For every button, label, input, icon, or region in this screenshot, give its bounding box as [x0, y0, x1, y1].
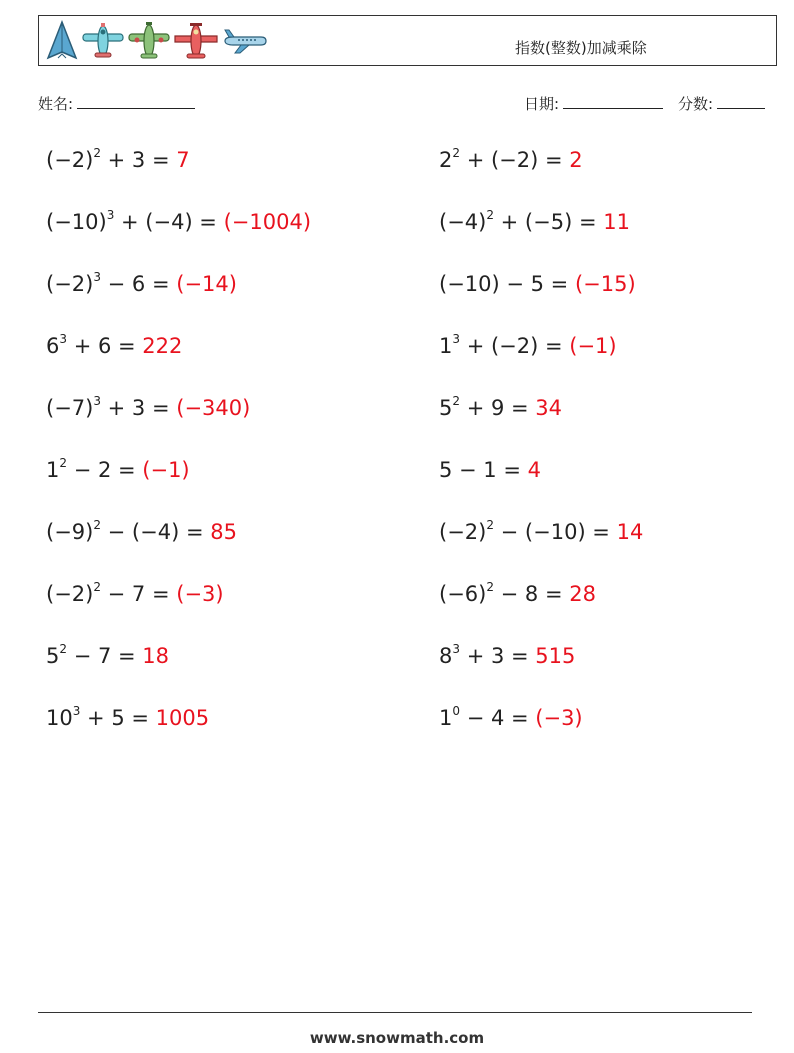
problem-base: (−2)	[46, 272, 94, 296]
problem-18	[439, 642, 576, 668]
problem-base: (−10)	[46, 210, 107, 234]
problem-base: 1	[439, 334, 453, 358]
date-blank[interactable]	[563, 94, 663, 109]
date-field[interactable]	[524, 93, 663, 114]
green-plane-icon	[127, 20, 171, 62]
problem-10	[439, 394, 563, 420]
problem-14	[439, 518, 644, 544]
problem-17	[46, 642, 170, 668]
problem-13	[46, 518, 237, 544]
problem-base: 10	[46, 706, 73, 730]
footer-site: www.snowmath.com	[309, 1029, 485, 1047]
problem-1	[46, 146, 190, 172]
problem-answer: 7	[176, 148, 190, 172]
name-label: 姓名:	[38, 95, 74, 113]
problem-operation: − 7 =	[100, 582, 177, 606]
red-plane-icon	[173, 20, 219, 62]
problem-base: 5 − 1 =	[439, 458, 528, 482]
problem-base: 1	[46, 458, 60, 482]
problem-exponent: 2	[452, 146, 461, 160]
problem-base: 1	[439, 706, 453, 730]
problem-exponent: 2	[452, 394, 461, 408]
problem-base: (−10) − 5 =	[439, 272, 575, 296]
plane-icons-row	[45, 20, 267, 62]
problem-exponent: 3	[93, 270, 101, 284]
problem-2	[439, 146, 583, 172]
name-blank[interactable]	[77, 94, 195, 109]
problem-answer: (−340)	[176, 396, 251, 420]
problem-base: (−2)	[439, 520, 487, 544]
problem-5	[46, 270, 237, 296]
problem-answer: (−14)	[176, 272, 237, 296]
problem-operation: + 5 =	[80, 706, 156, 730]
problem-exponent: 2	[486, 580, 494, 594]
problem-exponent: 3	[452, 642, 461, 656]
problem-base: 6	[46, 334, 60, 358]
problem-base: (−9)	[46, 520, 94, 544]
problem-operation: + (−5) =	[493, 210, 604, 234]
problem-answer: 11	[603, 210, 630, 234]
problem-answer: (−1)	[142, 458, 190, 482]
problem-exponent: 2	[93, 518, 101, 532]
problem-answer: 4	[527, 458, 541, 482]
problem-operation: − (−4) =	[100, 520, 211, 544]
problem-operation: − 8 =	[493, 582, 570, 606]
date-label: 日期:	[524, 95, 560, 113]
worksheet-header	[38, 15, 777, 66]
problem-operation: − 2 =	[67, 458, 143, 482]
problem-9	[46, 394, 251, 420]
problem-base: 8	[439, 644, 453, 668]
problem-operation: − 6 =	[100, 272, 177, 296]
problem-exponent: 2	[93, 146, 101, 160]
problem-11	[46, 456, 190, 482]
problem-operation: + 3 =	[100, 148, 177, 172]
problem-4	[439, 208, 630, 234]
problem-operation: + 9 =	[460, 396, 536, 420]
name-field[interactable]	[38, 93, 195, 114]
problem-answer: (−3)	[176, 582, 224, 606]
airliner-icon	[221, 20, 267, 62]
problem-base: (−2)	[46, 582, 94, 606]
problem-base: 5	[439, 396, 453, 420]
score-blank[interactable]	[717, 94, 765, 109]
problem-7	[46, 332, 183, 358]
problem-exponent: 3	[106, 208, 115, 222]
problem-base: (−2)	[46, 148, 94, 172]
problem-15	[46, 580, 224, 606]
problem-exponent: 2	[486, 518, 494, 532]
problem-exponent: 0	[452, 704, 461, 718]
problem-operation: + (−2) =	[460, 148, 570, 172]
problem-answer: 18	[142, 644, 170, 668]
problem-answer: 515	[535, 644, 576, 668]
problem-operation: + (−4) =	[114, 210, 224, 234]
problem-exponent: 2	[59, 642, 68, 656]
worksheet-title: 指数(整数)加减乘除	[515, 39, 647, 57]
problem-8	[439, 332, 617, 358]
problem-answer: 85	[210, 520, 237, 544]
problem-base: 5	[46, 644, 60, 668]
problem-base: (−7)	[46, 396, 94, 420]
problem-exponent: 2	[93, 580, 101, 594]
problem-answer: 1005	[155, 706, 210, 730]
problem-base: (−4)	[439, 210, 487, 234]
problem-12	[439, 460, 541, 481]
footer-divider	[38, 1012, 752, 1013]
delta-jet-icon	[45, 20, 79, 62]
problem-answer: (−1)	[569, 334, 617, 358]
problem-3	[46, 208, 312, 234]
cyan-plane-icon	[81, 20, 125, 62]
problem-answer: 14	[616, 520, 644, 544]
problem-answer: (−1004)	[223, 210, 312, 234]
problem-answer: 2	[569, 148, 583, 172]
problem-operation: − 4 =	[460, 706, 536, 730]
problem-answer: (−3)	[535, 706, 583, 730]
problem-6	[439, 274, 636, 295]
problem-answer: 222	[142, 334, 183, 358]
score-field[interactable]	[678, 93, 765, 114]
problem-operation: + 3 =	[100, 396, 177, 420]
problem-operation: + (−2) =	[460, 334, 570, 358]
problem-exponent: 3	[59, 332, 68, 346]
problem-exponent: 3	[452, 332, 461, 346]
problem-16	[439, 580, 596, 606]
score-label: 分数:	[678, 95, 714, 113]
problem-answer: (−15)	[574, 272, 636, 296]
problem-operation: − 7 =	[67, 644, 143, 668]
problem-20	[439, 704, 583, 730]
problem-exponent: 2	[486, 208, 494, 222]
problem-operation: + 6 =	[67, 334, 143, 358]
problem-answer: 28	[569, 582, 596, 606]
problem-exponent: 3	[93, 394, 101, 408]
problem-19	[46, 704, 210, 730]
problem-base: 2	[439, 148, 453, 172]
problem-exponent: 2	[59, 456, 68, 470]
problem-exponent: 3	[72, 704, 81, 718]
problem-operation: − (−10) =	[493, 520, 617, 544]
problem-base: (−6)	[439, 582, 487, 606]
problem-answer: 34	[535, 396, 563, 420]
problem-operation: + 3 =	[460, 644, 536, 668]
